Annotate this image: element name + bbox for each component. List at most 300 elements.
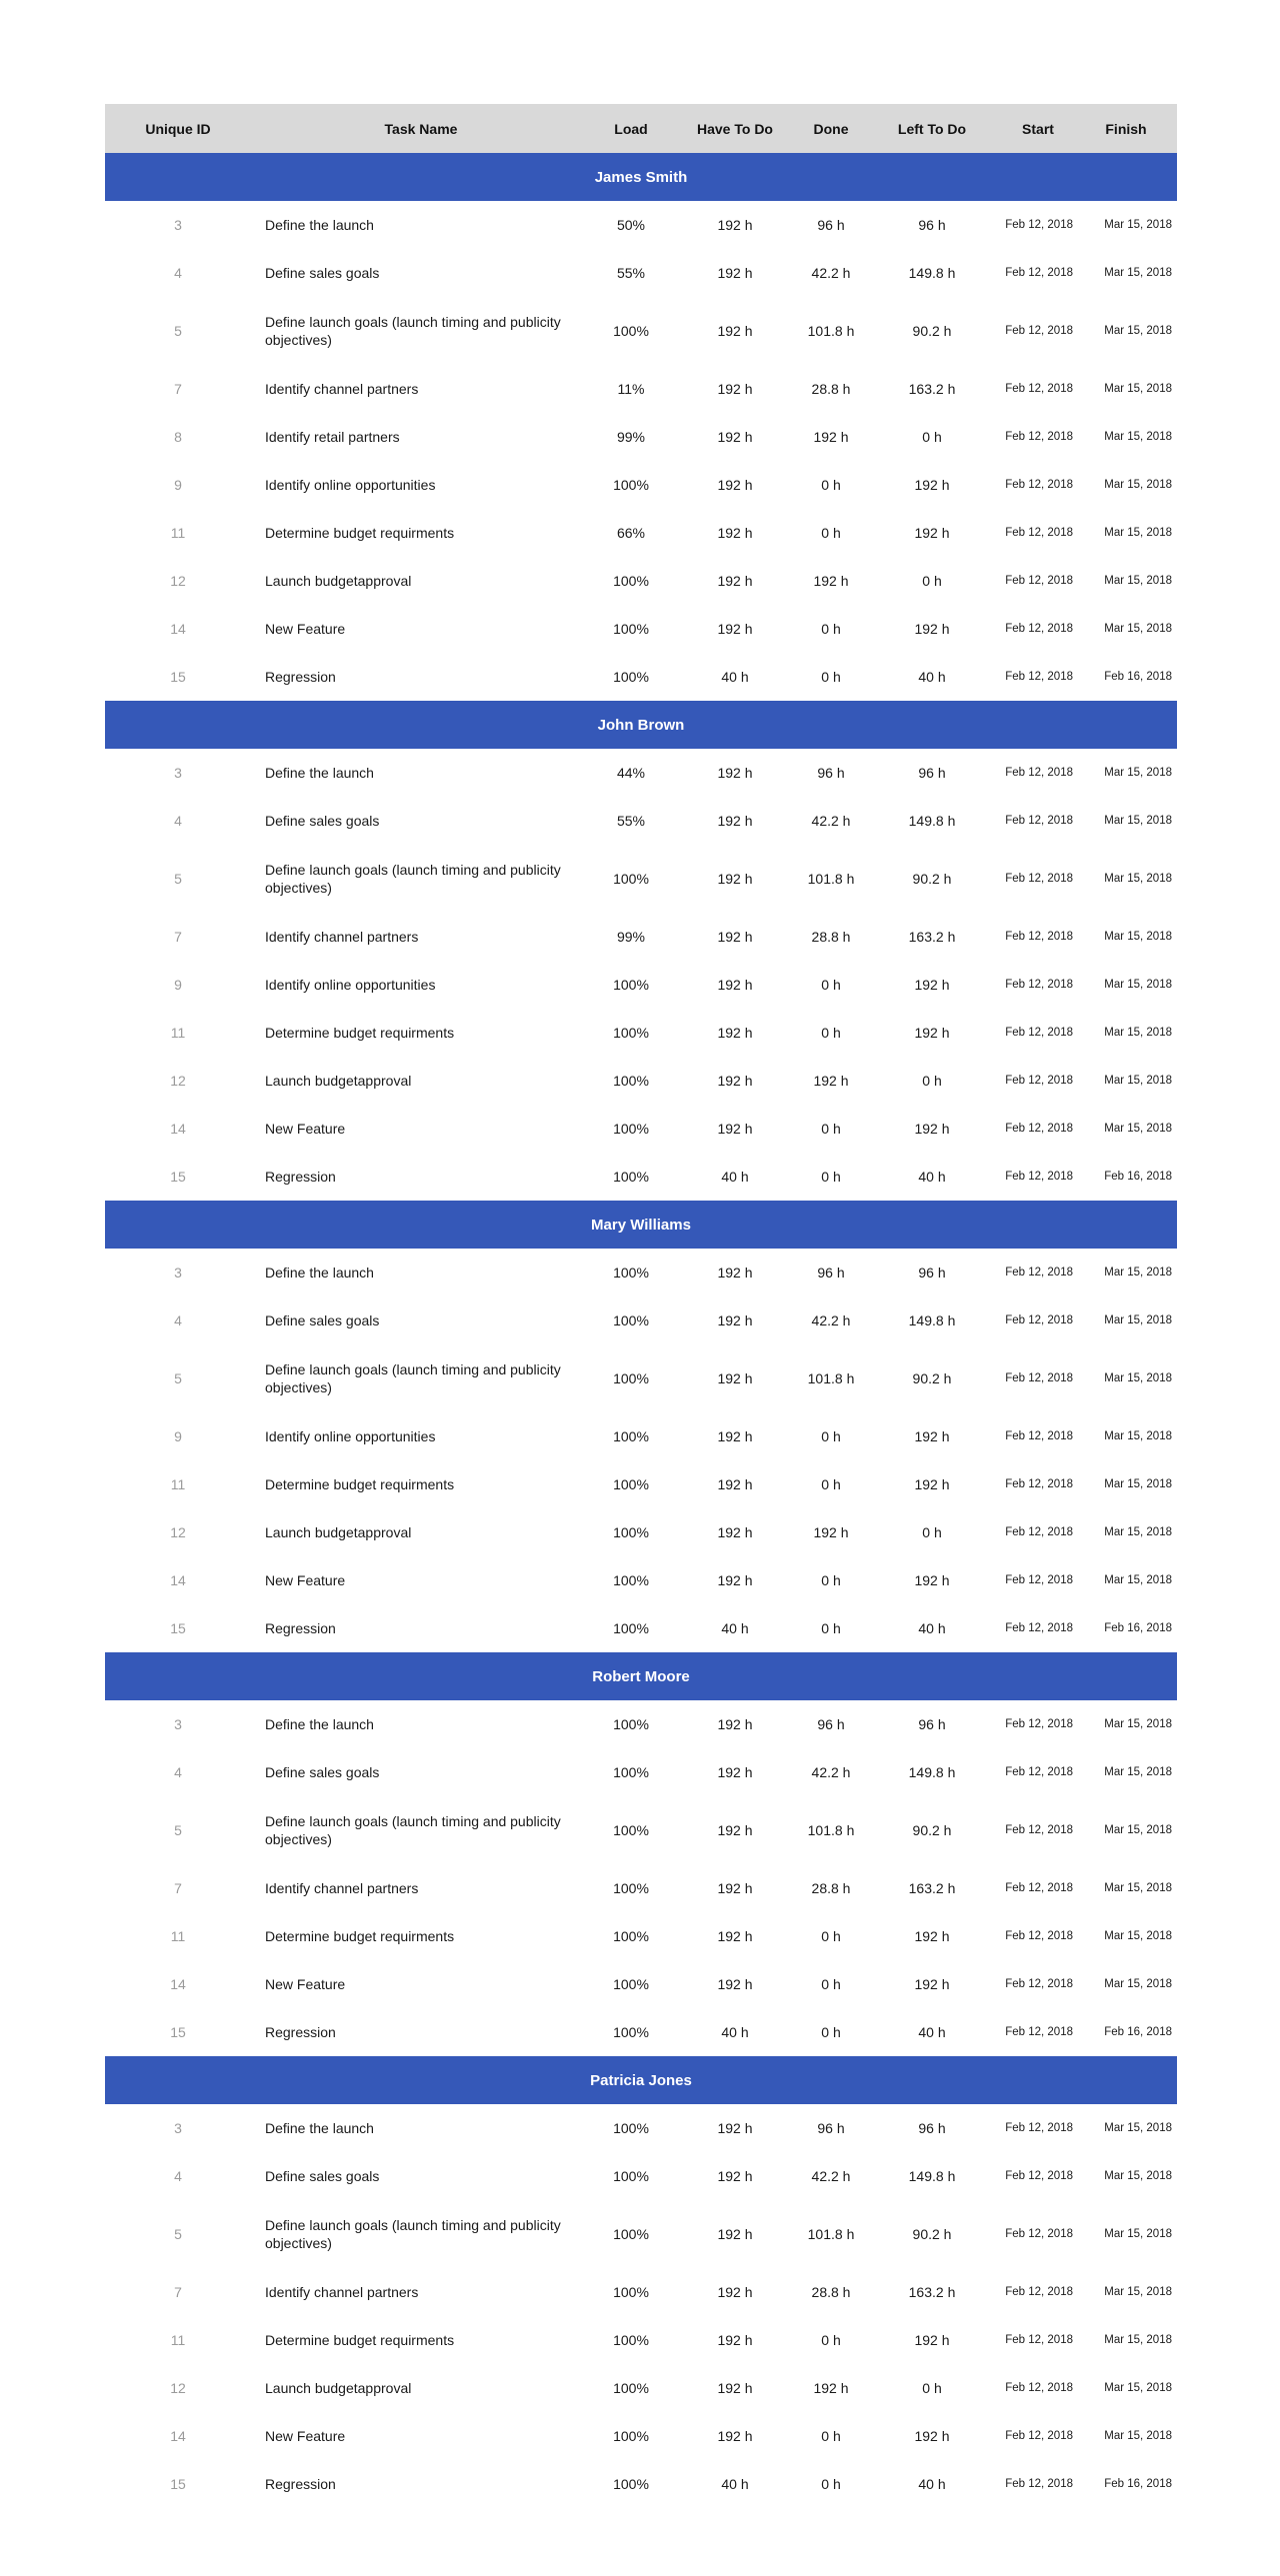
left-to-do-cell: 40 h (918, 2476, 946, 2492)
resource-group-row[interactable] (105, 1201, 1177, 1249)
finish-date-cell: Mar 15, 2018 (1104, 1478, 1172, 1490)
finish-date-cell: Mar 15, 2018 (1104, 219, 1172, 231)
have-to-do-cell: 40 h (721, 2476, 749, 2492)
table-row[interactable] (105, 365, 1177, 413)
finish-date-cell: Mar 15, 2018 (1104, 2382, 1172, 2394)
task-name-cell: Define launch goals (launch timing and publicity objectives) (265, 862, 561, 896)
task-name-cell: Define the launch (265, 1265, 374, 1281)
resource-name: John Brown (105, 701, 1177, 749)
table-row[interactable] (105, 2316, 1177, 2364)
table-row[interactable] (105, 1700, 1177, 1748)
table-row[interactable] (105, 2104, 1177, 2152)
load-cell: 100% (613, 2024, 649, 2040)
load-cell: 100% (613, 573, 649, 589)
left-to-do-cell: 192 h (914, 1476, 950, 1492)
have-to-do-cell: 192 h (717, 1428, 753, 1444)
finish-date-cell: Mar 15, 2018 (1104, 1526, 1172, 1538)
finish-date-cell: Mar 15, 2018 (1104, 325, 1172, 337)
task-name-cell: Define sales goals (265, 2168, 380, 2184)
table-row[interactable] (105, 461, 1177, 509)
unique-id-cell: 15 (170, 2476, 186, 2492)
column-header-finish[interactable]: Finish (1075, 104, 1177, 153)
done-cell: 96 h (817, 1265, 845, 1281)
left-to-do-cell: 192 h (914, 2332, 950, 2348)
start-date-cell: Feb 12, 2018 (1005, 1123, 1073, 1135)
unique-id-cell: 4 (174, 1764, 182, 1780)
finish-date-cell: Mar 15, 2018 (1104, 1978, 1172, 1990)
task-name-cell: Define launch goals (launch timing and publicity objectives) (265, 314, 561, 348)
have-to-do-cell: 40 h (721, 1620, 749, 1636)
done-cell: 96 h (817, 1716, 845, 1732)
unique-id-cell: 15 (170, 1620, 186, 1636)
table-row[interactable] (105, 1153, 1177, 1201)
table-row[interactable] (105, 509, 1177, 557)
left-to-do-cell: 90.2 h (912, 2226, 952, 2242)
done-cell: 101.8 h (807, 1822, 855, 1838)
resource-task-table (105, 104, 1177, 2508)
unique-id-cell: 5 (174, 323, 182, 339)
start-date-cell: Feb 12, 2018 (1005, 575, 1073, 587)
done-cell: 28.8 h (811, 381, 851, 397)
have-to-do-cell: 192 h (717, 1121, 753, 1137)
have-to-do-cell: 192 h (717, 265, 753, 281)
have-to-do-cell: 192 h (717, 1976, 753, 1992)
load-cell: 100% (613, 323, 649, 339)
column-header-start[interactable]: Start (1001, 104, 1075, 153)
done-cell: 0 h (821, 2428, 841, 2444)
start-date-cell: Feb 12, 2018 (1005, 1824, 1073, 1836)
have-to-do-cell: 192 h (717, 1025, 753, 1041)
resource-name: Patricia Jones (105, 2056, 1177, 2104)
task-name-cell: Identify channel partners (265, 381, 419, 397)
resource-group-row[interactable] (105, 1652, 1177, 1700)
load-cell: 100% (613, 2168, 649, 2184)
unique-id-cell: 14 (170, 1121, 186, 1137)
unique-id-cell: 11 (170, 1025, 186, 1041)
column-header-have-to-do[interactable]: Have To Do (671, 104, 799, 153)
done-cell: 192 h (813, 429, 849, 445)
table-row[interactable] (105, 1296, 1177, 1344)
load-cell: 99% (616, 429, 646, 445)
finish-date-cell: Mar 15, 2018 (1104, 575, 1172, 587)
task-name-cell: Identify channel partners (265, 2284, 419, 2300)
start-date-cell: Feb 12, 2018 (1005, 383, 1073, 395)
finish-date-cell: Mar 15, 2018 (1104, 1882, 1172, 1894)
done-cell: 28.8 h (811, 1880, 851, 1896)
finish-date-cell: Mar 15, 2018 (1104, 431, 1172, 443)
left-to-do-cell: 192 h (914, 525, 950, 541)
have-to-do-cell: 192 h (717, 1822, 753, 1838)
done-cell: 96 h (817, 2120, 845, 2136)
start-date-cell: Feb 12, 2018 (1005, 1882, 1073, 1894)
finish-date-cell: Mar 15, 2018 (1104, 1123, 1172, 1135)
left-to-do-cell: 192 h (914, 977, 950, 993)
task-name-cell: New Feature (265, 1572, 346, 1588)
task-name-cell: Regression (265, 1169, 336, 1185)
done-cell: 0 h (821, 2332, 841, 2348)
finish-date-cell: Mar 15, 2018 (1104, 2228, 1172, 2240)
finish-date-cell: Mar 15, 2018 (1104, 979, 1172, 991)
unique-id-cell: 14 (170, 2428, 186, 2444)
done-cell: 0 h (821, 977, 841, 993)
left-to-do-cell: 149.8 h (908, 813, 956, 829)
left-to-do-cell: 192 h (914, 477, 950, 493)
finish-date-cell: Mar 15, 2018 (1104, 623, 1172, 635)
table-row[interactable] (105, 1105, 1177, 1153)
finish-date-cell: Mar 15, 2018 (1104, 767, 1172, 779)
left-to-do-cell: 192 h (914, 621, 950, 637)
table-row[interactable] (105, 249, 1177, 297)
finish-date-cell: Feb 16, 2018 (1104, 1622, 1172, 1634)
resource-group-row[interactable] (105, 701, 1177, 749)
start-date-cell: Feb 12, 2018 (1005, 815, 1073, 827)
table-row[interactable] (105, 749, 1177, 797)
have-to-do-cell: 192 h (717, 1764, 753, 1780)
done-cell: 42.2 h (811, 813, 851, 829)
task-name-cell: Define launch goals (launch timing and publicity objectives) (265, 1361, 561, 1395)
left-to-do-cell: 40 h (918, 1620, 946, 1636)
unique-id-cell: 9 (174, 977, 182, 993)
done-cell: 0 h (821, 1428, 841, 1444)
task-name-cell: Determine budget requirments (265, 1476, 455, 1492)
left-to-do-cell: 192 h (914, 1976, 950, 1992)
have-to-do-cell: 192 h (717, 217, 753, 233)
finish-date-cell: Mar 15, 2018 (1104, 1314, 1172, 1326)
done-cell: 42.2 h (811, 2168, 851, 2184)
load-cell: 100% (613, 1572, 649, 1588)
have-to-do-cell: 192 h (717, 1716, 753, 1732)
done-cell: 28.8 h (811, 929, 851, 945)
table-row[interactable] (105, 1344, 1177, 1412)
left-to-do-cell: 192 h (914, 2428, 950, 2444)
table-row[interactable] (105, 845, 1177, 913)
left-to-do-cell: 163.2 h (908, 2284, 956, 2300)
finish-date-cell: Mar 15, 2018 (1104, 931, 1172, 943)
left-to-do-cell: 96 h (918, 2120, 946, 2136)
have-to-do-cell: 192 h (717, 477, 753, 493)
have-to-do-cell: 192 h (717, 1476, 753, 1492)
task-name-cell: Define launch goals (launch timing and publicity objectives) (265, 1813, 561, 1847)
table-row[interactable] (105, 1412, 1177, 1460)
unique-id-cell: 3 (174, 2120, 182, 2136)
task-name-cell: Launch budgetapproval (265, 2380, 412, 2396)
left-to-do-cell: 0 h (922, 1073, 942, 1089)
left-to-do-cell: 96 h (918, 217, 946, 233)
unique-id-cell: 5 (174, 1822, 182, 1838)
done-cell: 42.2 h (811, 1312, 851, 1328)
unique-id-cell: 3 (174, 765, 182, 781)
start-date-cell: Feb 12, 2018 (1005, 671, 1073, 683)
start-date-cell: Feb 12, 2018 (1005, 1574, 1073, 1586)
have-to-do-cell: 192 h (717, 813, 753, 829)
start-date-cell: Feb 12, 2018 (1005, 1526, 1073, 1538)
unique-id-cell: 4 (174, 1312, 182, 1328)
load-cell: 100% (613, 2226, 649, 2242)
finish-date-cell: Mar 15, 2018 (1104, 1766, 1172, 1778)
start-date-cell: Feb 12, 2018 (1005, 2228, 1073, 2240)
have-to-do-cell: 40 h (721, 2024, 749, 2040)
have-to-do-cell: 192 h (717, 2284, 753, 2300)
finish-date-cell: Mar 15, 2018 (1104, 1430, 1172, 1442)
load-cell: 100% (613, 1312, 649, 1328)
left-to-do-cell: 0 h (922, 1524, 942, 1540)
start-date-cell: Feb 12, 2018 (1005, 2286, 1073, 2298)
unique-id-cell: 7 (174, 381, 182, 397)
task-name-cell: New Feature (265, 2428, 346, 2444)
table-row[interactable] (105, 2364, 1177, 2412)
unique-id-cell: 12 (170, 573, 186, 589)
table-row[interactable] (105, 1460, 1177, 1508)
table-row[interactable] (105, 413, 1177, 461)
resource-group-row[interactable] (105, 153, 1177, 201)
have-to-do-cell: 192 h (717, 573, 753, 589)
unique-id-cell: 12 (170, 1073, 186, 1089)
load-cell: 55% (616, 265, 646, 281)
load-cell: 100% (613, 1025, 649, 1041)
left-to-do-cell: 0 h (922, 573, 942, 589)
table-row[interactable] (105, 1912, 1177, 1960)
load-cell: 100% (613, 1976, 649, 1992)
finish-date-cell: Mar 15, 2018 (1104, 479, 1172, 491)
start-date-cell: Feb 12, 2018 (1005, 219, 1073, 231)
start-date-cell: Feb 12, 2018 (1005, 2170, 1073, 2182)
load-cell: 100% (613, 477, 649, 493)
start-date-cell: Feb 12, 2018 (1005, 767, 1073, 779)
task-name-cell: Define sales goals (265, 265, 380, 281)
left-to-do-cell: 192 h (914, 1025, 950, 1041)
table-row[interactable] (105, 605, 1177, 653)
finish-date-cell: Mar 15, 2018 (1104, 873, 1172, 885)
left-to-do-cell: 96 h (918, 1716, 946, 1732)
table-row[interactable] (105, 797, 1177, 845)
have-to-do-cell: 192 h (717, 1572, 753, 1588)
table-row[interactable] (105, 1057, 1177, 1105)
left-to-do-cell: 149.8 h (908, 265, 956, 281)
task-name-cell: Determine budget requirments (265, 1928, 455, 1944)
load-cell: 100% (613, 977, 649, 993)
unique-id-cell: 14 (170, 1976, 186, 1992)
done-cell: 0 h (821, 1928, 841, 1944)
table-row[interactable] (105, 913, 1177, 961)
start-date-cell: Feb 12, 2018 (1005, 1314, 1073, 1326)
load-cell: 100% (613, 871, 649, 887)
have-to-do-cell: 192 h (717, 1880, 753, 1896)
table-row[interactable] (105, 1864, 1177, 1912)
unique-id-cell: 9 (174, 477, 182, 493)
left-to-do-cell: 163.2 h (908, 1880, 956, 1896)
table-row[interactable] (105, 2412, 1177, 2460)
start-date-cell: Feb 12, 2018 (1005, 1027, 1073, 1039)
task-name-cell: Define the launch (265, 217, 374, 233)
start-date-cell: Feb 12, 2018 (1005, 1430, 1073, 1442)
done-cell: 0 h (821, 2476, 841, 2492)
task-name-cell: Define the launch (265, 765, 374, 781)
start-date-cell: Feb 12, 2018 (1005, 2382, 1073, 2394)
unique-id-cell: 5 (174, 871, 182, 887)
unique-id-cell: 3 (174, 217, 182, 233)
task-name-cell: Identify online opportunities (265, 977, 436, 993)
unique-id-cell: 3 (174, 1265, 182, 1281)
unique-id-cell: 14 (170, 621, 186, 637)
column-header-done[interactable]: Done (799, 104, 863, 153)
left-to-do-cell: 192 h (914, 1428, 950, 1444)
table-row[interactable] (105, 1604, 1177, 1652)
left-to-do-cell: 90.2 h (912, 871, 952, 887)
table-row[interactable] (105, 1249, 1177, 1296)
table-header-row (105, 104, 1177, 153)
table-row[interactable] (105, 961, 1177, 1009)
finish-date-cell: Mar 15, 2018 (1104, 1824, 1172, 1836)
resource-usage-report (105, 104, 1177, 2508)
load-cell: 100% (613, 1265, 649, 1281)
start-date-cell: Feb 12, 2018 (1005, 267, 1073, 279)
column-header-load[interactable]: Load (591, 104, 671, 153)
finish-date-cell: Mar 15, 2018 (1104, 1574, 1172, 1586)
table-row[interactable] (105, 1556, 1177, 1604)
table-row[interactable] (105, 557, 1177, 605)
column-header-left-to-do[interactable]: Left To Do (863, 104, 1001, 153)
have-to-do-cell: 192 h (717, 765, 753, 781)
have-to-do-cell: 192 h (717, 323, 753, 339)
task-name-cell: Launch budgetapproval (265, 573, 412, 589)
start-date-cell: Feb 12, 2018 (1005, 527, 1073, 539)
load-cell: 50% (616, 217, 646, 233)
unique-id-cell: 15 (170, 2024, 186, 2040)
table-row[interactable] (105, 2200, 1177, 2268)
finish-date-cell: Feb 16, 2018 (1104, 2478, 1172, 2490)
have-to-do-cell: 192 h (717, 1928, 753, 1944)
left-to-do-cell: 149.8 h (908, 1764, 956, 1780)
table-row[interactable] (105, 653, 1177, 701)
start-date-cell: Feb 12, 2018 (1005, 979, 1073, 991)
unique-id-cell: 11 (170, 525, 186, 541)
done-cell: 0 h (821, 1572, 841, 1588)
finish-date-cell: Feb 16, 2018 (1104, 1171, 1172, 1183)
have-to-do-cell: 192 h (717, 429, 753, 445)
load-cell: 100% (613, 1073, 649, 1089)
table-row[interactable] (105, 2268, 1177, 2316)
load-cell: 100% (613, 1764, 649, 1780)
unique-id-cell: 12 (170, 1524, 186, 1540)
table-row[interactable] (105, 1009, 1177, 1057)
have-to-do-cell: 192 h (717, 1370, 753, 1386)
unique-id-cell: 11 (170, 1928, 186, 1944)
table-row[interactable] (105, 1748, 1177, 1796)
have-to-do-cell: 192 h (717, 1265, 753, 1281)
finish-date-cell: Mar 15, 2018 (1104, 1718, 1172, 1730)
table-row[interactable] (105, 201, 1177, 249)
start-date-cell: Feb 12, 2018 (1005, 2026, 1073, 2038)
start-date-cell: Feb 12, 2018 (1005, 623, 1073, 635)
table-row[interactable] (105, 2152, 1177, 2200)
start-date-cell: Feb 12, 2018 (1005, 1372, 1073, 1384)
done-cell: 0 h (821, 2024, 841, 2040)
column-header-task-name[interactable]: Task Name (251, 104, 591, 153)
task-name-cell: Identify retail partners (265, 429, 400, 445)
unique-id-cell: 3 (174, 1716, 182, 1732)
left-to-do-cell: 163.2 h (908, 381, 956, 397)
unique-id-cell: 11 (170, 1476, 186, 1492)
have-to-do-cell: 192 h (717, 977, 753, 993)
finish-date-cell: Mar 15, 2018 (1104, 2334, 1172, 2346)
done-cell: 0 h (821, 1025, 841, 1041)
table-row[interactable] (105, 1508, 1177, 1556)
start-date-cell: Feb 12, 2018 (1005, 873, 1073, 885)
table-row[interactable] (105, 2008, 1177, 2056)
done-cell: 42.2 h (811, 1764, 851, 1780)
done-cell: 0 h (821, 669, 841, 685)
done-cell: 0 h (821, 1121, 841, 1137)
unique-id-cell: 4 (174, 2168, 182, 2184)
unique-id-cell: 14 (170, 1572, 186, 1588)
unique-id-cell: 9 (174, 1428, 182, 1444)
start-date-cell: Feb 12, 2018 (1005, 325, 1073, 337)
load-cell: 100% (613, 1121, 649, 1137)
load-cell: 100% (613, 1716, 649, 1732)
task-name-cell: Regression (265, 2476, 336, 2492)
left-to-do-cell: 90.2 h (912, 1370, 952, 1386)
unique-id-cell: 7 (174, 2284, 182, 2300)
finish-date-cell: Mar 15, 2018 (1104, 1372, 1172, 1384)
load-cell: 100% (613, 2428, 649, 2444)
start-date-cell: Feb 12, 2018 (1005, 1171, 1073, 1183)
done-cell: 101.8 h (807, 1370, 855, 1386)
left-to-do-cell: 96 h (918, 765, 946, 781)
have-to-do-cell: 192 h (717, 2226, 753, 2242)
done-cell: 0 h (821, 1620, 841, 1636)
load-cell: 100% (613, 669, 649, 685)
load-cell: 55% (616, 813, 646, 829)
load-cell: 100% (613, 1169, 649, 1185)
task-name-cell: Define sales goals (265, 1312, 380, 1328)
resource-group-row[interactable] (105, 2056, 1177, 2104)
have-to-do-cell: 192 h (717, 1312, 753, 1328)
unique-id-cell: 15 (170, 1169, 186, 1185)
task-name-cell: Define sales goals (265, 813, 380, 829)
start-date-cell: Feb 12, 2018 (1005, 1930, 1073, 1942)
table-row[interactable] (105, 2460, 1177, 2508)
load-cell: 100% (613, 1428, 649, 1444)
task-name-cell: Regression (265, 669, 336, 685)
table-row[interactable] (105, 1960, 1177, 2008)
start-date-cell: Feb 12, 2018 (1005, 1718, 1073, 1730)
task-name-cell: Define the launch (265, 2120, 374, 2136)
done-cell: 0 h (821, 1476, 841, 1492)
load-cell: 44% (616, 765, 646, 781)
unique-id-cell: 15 (170, 669, 186, 685)
load-cell: 66% (616, 525, 646, 541)
table-row[interactable] (105, 1796, 1177, 1864)
resource-name: Robert Moore (105, 1652, 1177, 1700)
left-to-do-cell: 149.8 h (908, 2168, 956, 2184)
left-to-do-cell: 90.2 h (912, 323, 952, 339)
start-date-cell: Feb 12, 2018 (1005, 1478, 1073, 1490)
have-to-do-cell: 192 h (717, 871, 753, 887)
column-header-unique-id[interactable]: Unique ID (105, 104, 251, 153)
finish-date-cell: Mar 15, 2018 (1104, 1027, 1172, 1039)
unique-id-cell: 12 (170, 2380, 186, 2396)
unique-id-cell: 5 (174, 1370, 182, 1386)
start-date-cell: Feb 12, 2018 (1005, 1267, 1073, 1279)
load-cell: 100% (613, 1370, 649, 1386)
have-to-do-cell: 40 h (721, 1169, 749, 1185)
load-cell: 100% (613, 1524, 649, 1540)
task-name-cell: Identify channel partners (265, 1880, 419, 1896)
task-name-cell: Launch budgetapproval (265, 1524, 412, 1540)
load-cell: 100% (613, 1928, 649, 1944)
done-cell: 42.2 h (811, 265, 851, 281)
table-row[interactable] (105, 297, 1177, 365)
